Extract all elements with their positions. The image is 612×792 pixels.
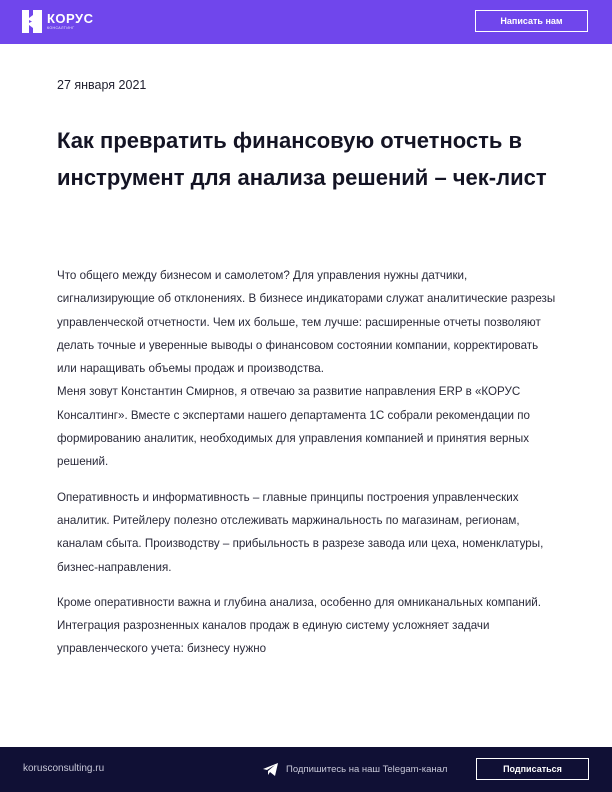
article-paragraph: Оперативность и информативность – главные принципы построения управленческих аналитик. Ритейлеру полезно отслеживать маржинальность по магазинам, регионам, каналам сбыта. Производству – прибыльность в разрезе завода или цеха, номенклатуры, бизнес-направления. [57, 490, 544, 574]
subscribe-button[interactable]: Подписаться [476, 758, 589, 780]
telegram-promo-text: Подпишитесь на наш Telegam-канал [286, 764, 448, 775]
article-body [57, 264, 557, 661]
telegram-icon[interactable] [263, 763, 278, 776]
korus-logo-icon [22, 10, 42, 33]
site-header [0, 0, 612, 44]
article-title: Как превратить финансовую отчетность в инструмент для анализа решений – чек-лист [57, 128, 547, 190]
site-footer [0, 747, 612, 792]
article-paragraph: Меня зовут Константин Смирнов, я отвечаю за развитие направления ERP в «КОРУС Консалтинг». Вместе с экспертами нашего департамента 1С собрали рекомендации по формированию аналитик, необходимых для управления компанией и принятия верных решений. [57, 385, 530, 469]
korus-logo[interactable] [22, 10, 94, 34]
site-link[interactable]: korusconsulting.ru [23, 763, 105, 774]
publish-date: 27 января 2021 [57, 78, 147, 92]
logo-name: КОРУС [47, 11, 94, 26]
article-paragraph: Кроме оперативности важна и глубина анализа, особенно для омниканальных компаний. Интеграция разрозненных каналов продаж в единую систему усложняет задачи управленческого учета: бизнесу нужно [57, 595, 541, 656]
logo-subtitle: КОНСАЛТИНГ [47, 26, 75, 30]
write-us-button[interactable]: Написать нам [475, 10, 588, 32]
article-paragraph: Что общего между бизнесом и самолетом? Для управления нужны датчики, сигнализирующие об отклонениях. В бизнесе индикаторами служат аналитические разрезы управленческой отчетности. Чем их больше, тем лучше: расширенные отчеты позволяют делать точные и уверенные выводы о финансовом состоянии компании, корректировать или наращивать объемы продаж и производства. [57, 269, 556, 376]
